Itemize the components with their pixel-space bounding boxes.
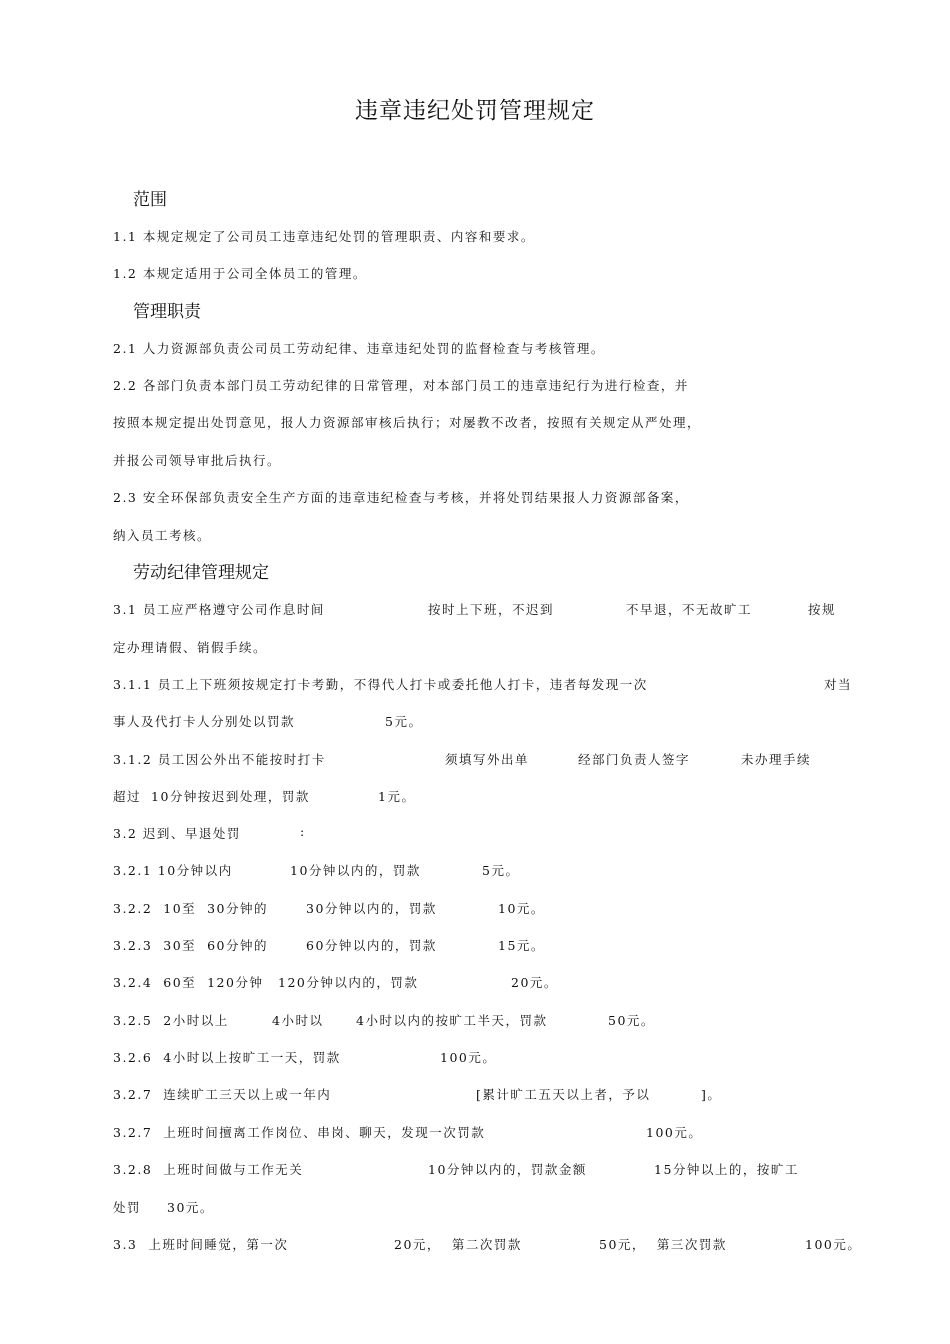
paragraph-2-2-line-1: 2.2 各部门负责本部门员工劳动纪律的日常管理，对本部门员工的违章违纪行为进行检查，并 (113, 378, 689, 393)
paragraph-3-2-1-part-1: 3.2.1 10分钟以内 (113, 863, 233, 878)
paragraph-3-1-2-part-6: 10分钟按迟到处理，罚款 (151, 789, 310, 804)
paragraph-3-2-2-part-2: 30分钟以内的，罚款 (306, 901, 437, 916)
paragraph-3-2-7b-part-1: 3.2.7 上班时间擅离工作岗位、串岗、聊天，发现一次罚款 (113, 1125, 486, 1140)
paragraph-3-2-5-part-1: 3.2.5 2小时以上 (113, 1013, 229, 1028)
paragraph-3-2-4-part-2: 120分钟以内的，罚款 (278, 975, 419, 990)
paragraph-3-1-2-part-3: 经部门负责人签字 (578, 752, 691, 767)
document-title: 违章违纪处罚管理规定 (355, 98, 595, 124)
paragraph-1-1: 1.1 本规定规定了公司员工违章违纪处罚的管理职责、内容和要求。 (113, 229, 535, 244)
paragraph-3-2-7b-part-2: 100元。 (646, 1125, 703, 1140)
paragraph-2-3-line-1: 2.3 安全环保部负责安全生产方面的违章违纪检查与考核，并将处罚结果报人力资源部备案， (113, 490, 689, 505)
paragraph-3-2-7-part-2: [累计旷工五天以上者，予以 (476, 1087, 651, 1102)
section-heading-duties: 管理职责 (133, 302, 201, 322)
paragraph-2-3-line-2: 纳入员工考核。 (113, 528, 212, 543)
paragraph-3-3-part-3: 50元， 第三次罚款 (599, 1237, 727, 1252)
paragraph-3-2-1-part-3: 5元。 (482, 863, 520, 878)
paragraph-3-2-5-part-2: 4小时以 (272, 1013, 324, 1028)
paragraph-3-1-2-part-1: 3.1.2 员工因公外出不能按时打卡 (113, 752, 326, 767)
paragraph-3-2-1-part-2: 10分钟以内的，罚款 (290, 863, 421, 878)
paragraph-3-1-2-part-4: 未办理手续 (741, 752, 812, 767)
paragraph-2-2-line-2: 按照本规定提出处罚意见，报人力资源部审核后执行；对屡教不改者，按照有关规定从严处理， (113, 415, 702, 430)
paragraph-3-2-2-part-1: 3.2.2 10至 30分钟的 (113, 901, 269, 916)
paragraph-3-1-1-part-1: 3.1.1 员工上下班须按规定打卡考勤，不得代人打卡或委托他人打卡，违者每发现一次 (113, 677, 648, 692)
paragraph-1-2: 1.2 本规定适用于公司全体员工的管理。 (113, 266, 367, 281)
paragraph-2-1: 2.1 人力资源部负责公司员工劳动纪律、违章违纪处罚的监督检查与考核管理。 (113, 341, 605, 356)
paragraph-3-1-1-part-4: 5元。 (385, 714, 423, 729)
paragraph-3-2-8-part-5: 30元。 (167, 1200, 214, 1215)
paragraph-3-1-2-part-7: 1元。 (378, 789, 416, 804)
section-heading-scope: 范围 (133, 190, 167, 210)
paragraph-3-2-5-part-4: 50元。 (608, 1013, 655, 1028)
paragraph-3-2-6-part-2: 100元。 (440, 1050, 497, 1065)
paragraph-3-1-2-part-5: 超过 (113, 789, 142, 804)
paragraph-3-2-6-part-1: 3.2.6 4小时以上按旷工一天，罚款 (113, 1050, 341, 1065)
paragraph-3-2-7-part-3: ]。 (701, 1087, 722, 1102)
paragraph-3-3-part-4: 100元。 (805, 1237, 862, 1252)
paragraph-2-2-line-3: 并报公司领导审批后执行。 (113, 453, 282, 468)
paragraph-3-1-part-3: 不早退，不无故旷工 (626, 602, 753, 617)
paragraph-3-1-part-1: 3.1 员工应严格遵守公司作息时间 (113, 602, 325, 617)
paragraph-3-2-4-part-1: 3.2.4 60至 120分钟 (113, 975, 264, 990)
paragraph-3-2-8-part-4: 处罚 (113, 1200, 142, 1215)
paragraph-3-1-part-2: 按时上下班，不迟到 (428, 602, 555, 617)
paragraph-3-2-part-1: 3.2 迟到、早退处罚 (113, 826, 241, 841)
paragraph-3-2-3-part-1: 3.2.3 30至 60分钟的 (113, 938, 269, 953)
paragraph-3-2-8-part-1: 3.2.8 上班时间做与工作无关 (113, 1162, 304, 1177)
paragraph-3-2-part-2: : (300, 824, 306, 839)
paragraph-3-2-3-part-2: 60分钟以内的，罚款 (306, 938, 437, 953)
paragraph-3-2-2-part-3: 10元。 (498, 901, 545, 916)
section-heading-discipline: 劳动纪律管理规定 (133, 563, 269, 583)
paragraph-3-1-1-part-3: 事人及代打卡人分别处以罚款 (113, 714, 296, 729)
paragraph-3-1-line-2: 定办理请假、销假手续。 (113, 640, 268, 655)
paragraph-3-2-7-part-1: 3.2.7 连续旷工三天以上或一年内 (113, 1087, 332, 1102)
paragraph-3-2-5-part-3: 4小时以内的按旷工半天，罚款 (356, 1013, 548, 1028)
paragraph-3-3-part-2: 20元， 第二次罚款 (394, 1237, 522, 1252)
paragraph-3-2-8-part-2: 10分钟以内的，罚款金额 (428, 1162, 587, 1177)
paragraph-3-1-1-part-2: 对当 (824, 677, 853, 692)
paragraph-3-1-2-part-2: 须填写外出单 (445, 752, 530, 767)
paragraph-3-2-4-part-3: 20元。 (511, 975, 558, 990)
paragraph-3-3-part-1: 3.3 上班时间睡觉，第一次 (113, 1237, 289, 1252)
paragraph-3-2-8-part-3: 15分钟以上的，按旷工 (654, 1162, 799, 1177)
paragraph-3-1-part-4: 按规 (808, 602, 837, 617)
paragraph-3-2-3-part-3: 15元。 (498, 938, 545, 953)
